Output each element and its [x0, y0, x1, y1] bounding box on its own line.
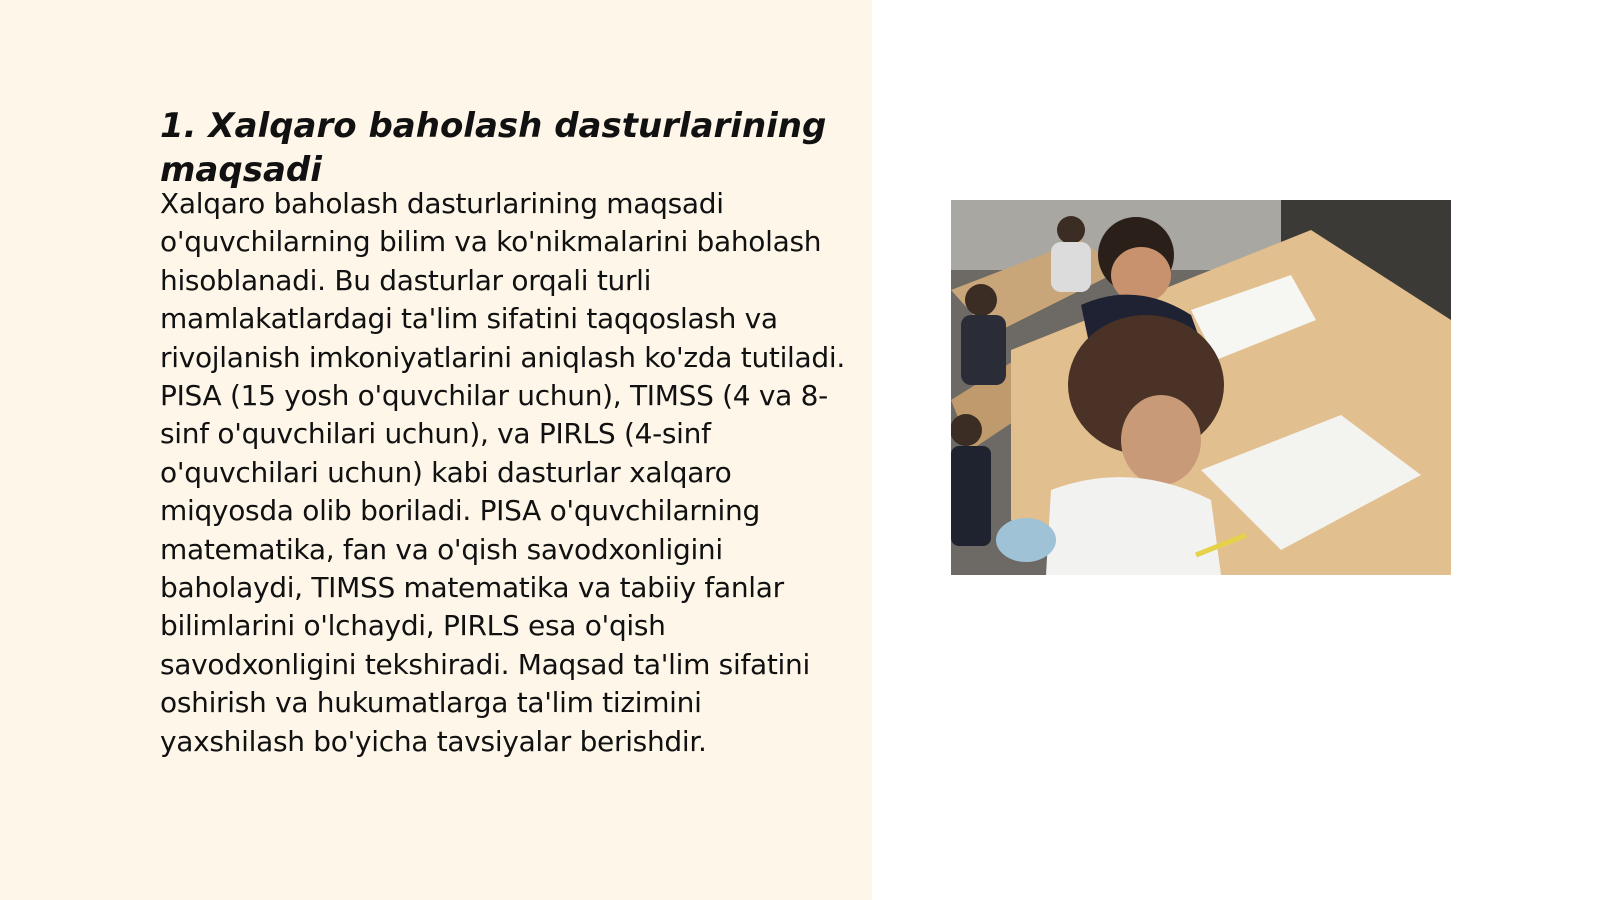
slide-body-text: Xalqaro baholash dasturlarining maqsadi o'quvchilarning bilim va ko'nikmalarini baholash hisoblanadi. Bu dasturlar orqali turli mamlakatlardagi ta'lim sifatini taqqoslash va rivojlanish imkoniyatlarini aniqlash ko'zda tutiladi. PISA (15 yosh o'quvchilar uchun), TIMSS (4 va 8-sinf o'quvchilari uchun), va PIRLS (4-sinf o'quvchilari uchun) kabi dasturlar xalqaro miqyosda olib boriladi. PISA o'quvchilarning matematika, fan va o'qish savodxonligini baholaydi, TIMSS matematika va tabiiy fanlar bilimlarini o'lchaydi, PIRLS esa o'qish savodxonligini tekshiradi. Maqsad ta'lim sifatini oshirish va hukumatlarga ta'lim tizimini yaxshilash bo'yicha tavsiyalar berishdir. [160, 187, 845, 758]
background-student-head [965, 284, 997, 316]
boy-face [1111, 247, 1171, 303]
background-student-body-2 [1051, 242, 1091, 292]
background-student-body [961, 315, 1006, 385]
background-student-head-3 [951, 414, 982, 446]
girl-face [1121, 395, 1201, 485]
background-student-body-3 [951, 446, 991, 546]
background-student-head-2 [1057, 216, 1085, 244]
slide-title: 1. Xalqaro baholash dasturlarining maqsadi [160, 106, 827, 190]
pencil-case [996, 518, 1056, 562]
classroom-photo-illustration [951, 200, 1451, 575]
classroom-photo [951, 200, 1451, 575]
